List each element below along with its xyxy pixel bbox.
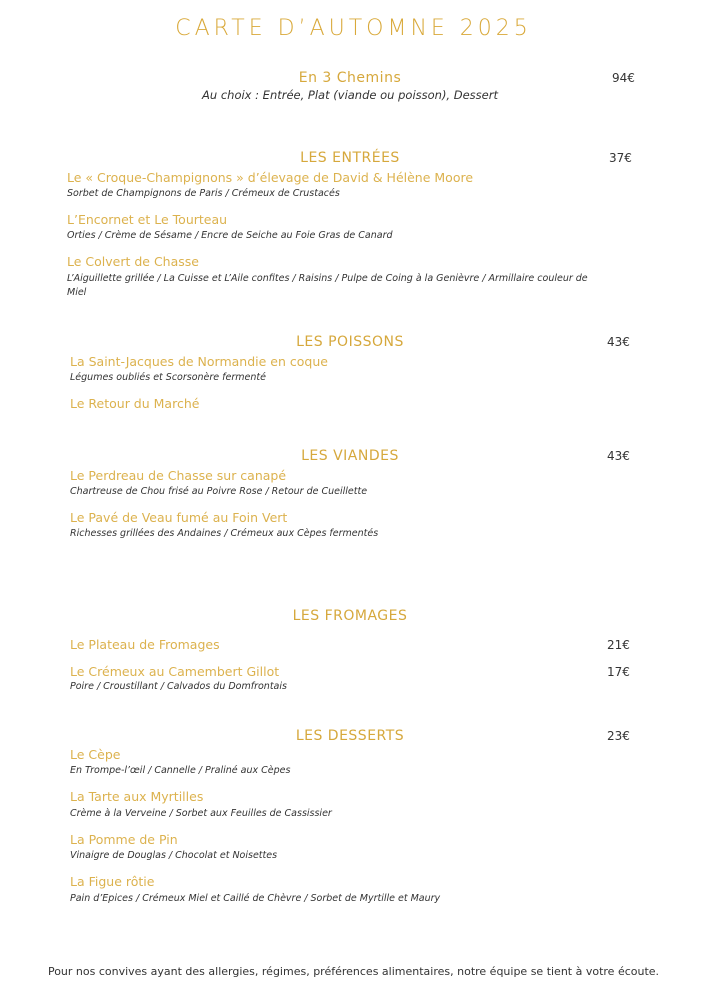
menu-item-description-continued: Miel <box>67 287 87 298</box>
formula-price: 94€ <box>612 71 635 85</box>
menu-item-name: Le Perdreau de Chasse sur canapé <box>70 468 287 483</box>
section-price: 43€ <box>607 449 630 463</box>
menu-item-name: La Pomme de Pin <box>70 832 178 847</box>
menu-item-name: L’Encornet et Le Tourteau <box>67 212 228 227</box>
menu-item-price: 17€ <box>607 665 630 679</box>
formula-description: Au choix : Entrée, Plat (viande ou poisson), Dessert <box>202 88 498 102</box>
section-price: 23€ <box>607 729 630 743</box>
menu-item-name: La Tarte aux Myrtilles <box>70 789 204 804</box>
menu-item-description: L’Aiguillette grillée / La Cuisse et L’Aile confites / Raisins / Pulpe de Coing à la Genièvre / Armillaire couleur de <box>67 273 588 284</box>
section-price: 43€ <box>607 335 630 349</box>
menu-item-name: Le Plateau de Fromages <box>70 637 220 652</box>
menu-item-name: Le Colvert de Chasse <box>67 254 199 269</box>
menu-item-name: Le Pavé de Veau fumé au Foin Vert <box>70 510 288 525</box>
formula-name: En 3 Chemins <box>298 70 402 86</box>
menu-item-description: Légumes oubliés et Scorsonère fermenté <box>70 372 266 383</box>
menu-item-description: Orties / Crème de Sésame / Encre de Seiche au Foie Gras de Canard <box>67 230 393 241</box>
page-title: CARTE D’AUTOMNE 2025 <box>175 16 532 41</box>
menu-item-description: En Trompe-l’œil / Cannelle / Praliné aux Cèpes <box>70 765 291 776</box>
menu-item-description: Chartreuse de Chou frisé au Poivre Rose / Retour de Cueillette <box>70 486 368 497</box>
menu-item-name: Le « Croque-Champignons » d’élevage de David & Hélène Moore <box>67 170 474 185</box>
section-heading: LES VIANDES <box>301 448 399 464</box>
section-heading: LES POISSONS <box>296 334 404 350</box>
menu-item-name: La Figue rôtie <box>70 874 155 889</box>
menu-item-description: Pain d’Epices / Crémeux Miel et Caillé de Chèvre / Sorbet de Myrtille et Maury <box>70 893 441 904</box>
menu-item-name: Le Retour du Marché <box>70 396 200 411</box>
section-heading: LES ENTRÉES <box>300 150 400 166</box>
section-price: 37€ <box>609 151 632 165</box>
menu-item-description: Sorbet de Champignons de Paris / Crémeux de Crustacés <box>67 188 340 199</box>
section-heading: LES FROMAGES <box>292 608 408 624</box>
menu-item-name: Le Cèpe <box>70 747 121 762</box>
section-heading: LES DESSERTS <box>295 728 405 744</box>
menu-item-description: Vinaigre de Douglas / Chocolat et Noisettes <box>70 850 278 861</box>
menu-item-name: Le Crémeux au Camembert Gillot <box>70 664 280 679</box>
allergy-notice: Pour nos convives ayant des allergies, régimes, préférences alimentaires, notre équipe se tient à votre écoute. <box>47 965 660 978</box>
menu-item-price: 21€ <box>607 638 630 652</box>
menu-item-description: Crème à la Verveine / Sorbet aux Feuilles de Cassissier <box>70 808 332 819</box>
menu-item-description: Poire / Croustillant / Calvados du Domfrontais <box>70 681 287 692</box>
menu-item-name: La Saint-Jacques de Normandie en coque <box>70 354 328 369</box>
menu-item-description: Richesses grillées des Andaines / Crémeux aux Cèpes fermentés <box>70 528 379 539</box>
